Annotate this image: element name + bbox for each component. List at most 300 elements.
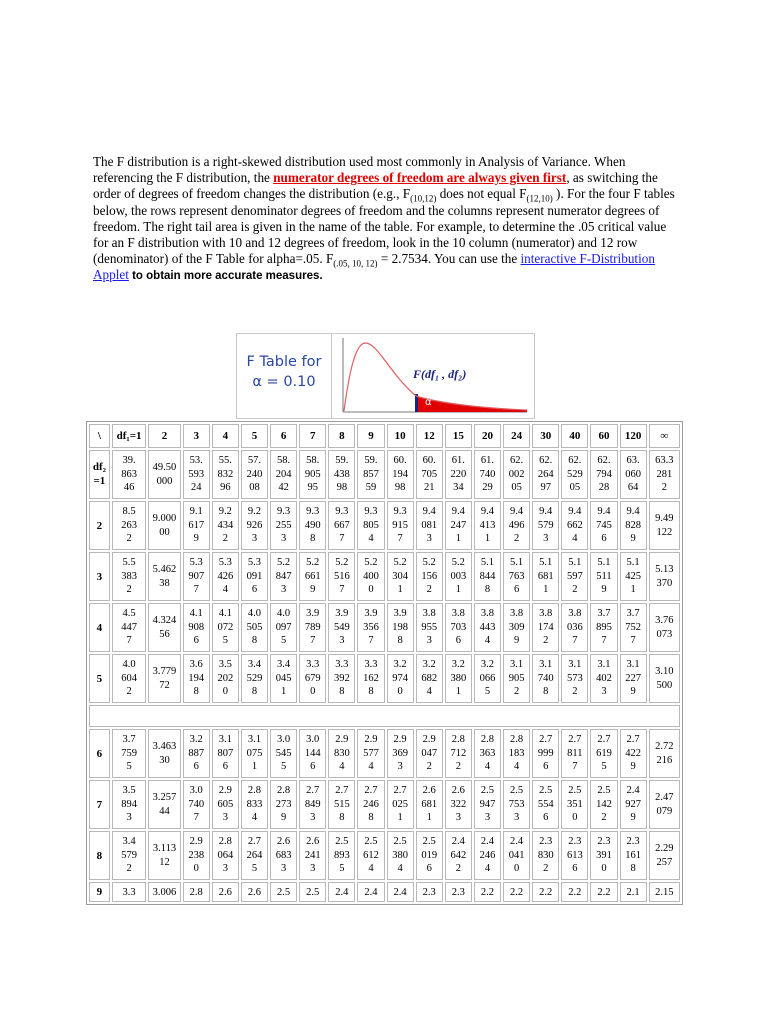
cell-line: 3.5 <box>122 785 136 797</box>
table-cell <box>241 780 268 829</box>
cell-line: 24 <box>190 482 202 494</box>
cell-value <box>242 733 267 774</box>
cell-line: =1 <box>93 474 106 487</box>
cell-line: 8 <box>368 686 374 698</box>
table-cell <box>299 501 326 550</box>
cell-line: 183 <box>508 747 525 759</box>
cell-line: 8 <box>543 686 549 698</box>
cell-line: 2.6 <box>422 785 436 797</box>
table-cell <box>561 654 588 703</box>
cell-value <box>113 784 145 825</box>
cell-value <box>329 607 354 648</box>
cell-line: 447 <box>121 621 137 633</box>
table-cell <box>532 450 559 499</box>
cell-value <box>242 658 267 699</box>
cell-line: 2.9 <box>422 734 436 746</box>
cell-line: 2.29 <box>655 843 674 854</box>
cell-line: 2.6 <box>451 785 465 797</box>
cell-line: 7 <box>572 635 578 647</box>
cell-line: 3.1 <box>510 659 524 671</box>
cell-line: 2 <box>126 533 132 545</box>
table-cell <box>212 552 239 601</box>
cell-line: 529 <box>246 672 263 684</box>
cell-line: 443 <box>479 621 496 633</box>
cell-line: 2.5 <box>422 836 436 848</box>
table-cell <box>299 450 326 499</box>
table-cell <box>590 603 617 652</box>
cell-line: 2.8 <box>277 785 291 797</box>
table-cell <box>299 654 326 703</box>
table-cell <box>503 729 530 778</box>
cell-line: 863 <box>121 468 137 480</box>
cell-line: 3.2 <box>422 659 436 671</box>
table-cell: 2.4 <box>357 882 384 902</box>
cell-line: 079 <box>656 805 673 817</box>
column-header: 20 <box>474 424 501 448</box>
cell-line: 683 <box>275 849 292 861</box>
cell-value <box>650 454 679 495</box>
cell-value <box>417 835 442 876</box>
cell-line: 34 <box>453 482 464 494</box>
cell-line: 438 <box>333 468 350 480</box>
table-cell <box>590 729 617 778</box>
intro-text-6: to obtain more accurate measures. <box>128 270 323 283</box>
cell-line: 322 <box>450 798 467 810</box>
cell-line: 9 <box>513 635 520 647</box>
column-header: 2 <box>148 424 180 448</box>
table-cell <box>328 450 355 499</box>
cell-line: 3.7 <box>626 608 640 620</box>
cell-line: 1 <box>455 686 461 698</box>
cell-line: 807 <box>217 747 234 759</box>
cell-line: 8 <box>193 686 199 698</box>
cell-line: 30 <box>159 754 170 766</box>
cell-value <box>475 658 500 699</box>
table-cell: 2.2 <box>474 882 501 902</box>
cell-line: 63.3 <box>655 455 674 467</box>
table-cell <box>561 831 588 880</box>
cell-line: 895 <box>596 621 612 633</box>
f-distribution-applet-link[interactable]: interactive F-Distribution Applet <box>93 251 655 283</box>
table-cell <box>357 603 384 652</box>
cell-line: 1 <box>397 584 403 596</box>
cell-line: 369 <box>392 747 408 759</box>
cell-value <box>591 505 616 546</box>
table-cell <box>183 501 210 550</box>
cell-line: 62. <box>539 455 553 467</box>
cell-line: 2 <box>126 686 132 698</box>
table-cell <box>387 831 414 880</box>
cell-line: 097 <box>275 621 292 633</box>
cell-line: 9.3 <box>364 506 378 518</box>
cell-line: 974 <box>392 672 408 684</box>
cell-line: 5.3 <box>247 557 261 569</box>
table-row <box>89 831 680 880</box>
cell-value <box>562 784 587 825</box>
table-cell <box>532 552 559 601</box>
column-header: 12 <box>416 424 443 448</box>
table-cell <box>416 450 443 499</box>
table-cell <box>620 729 647 778</box>
f-table-alpha-0.10 <box>86 421 683 905</box>
table-cell <box>620 501 647 550</box>
cell-line: 705 <box>421 468 438 480</box>
cell-value <box>621 607 646 648</box>
cell-line: 2.4 <box>480 836 494 848</box>
cell-line: 7 <box>630 635 636 647</box>
table-cell <box>503 552 530 601</box>
cell-line: 58. <box>277 455 291 467</box>
table-cell <box>561 450 588 499</box>
cell-line: 811 <box>567 747 583 759</box>
column-header: 4 <box>212 424 239 448</box>
cell-value <box>149 842 179 869</box>
cell-line: 545 <box>275 747 292 759</box>
cell-line: 2.3 <box>568 836 582 848</box>
table-cell <box>649 501 680 550</box>
cell-value <box>533 556 558 597</box>
table-cell <box>112 603 146 652</box>
cell-line: 5 <box>601 761 607 773</box>
cell-line: 0 <box>310 686 316 698</box>
cell-line: 604 <box>121 672 137 684</box>
cell-line: 4 <box>368 533 374 545</box>
cell-line: 273 <box>275 798 292 810</box>
cell-line: 96 <box>220 482 231 494</box>
table-cell <box>148 654 180 703</box>
cell-line: 5.2 <box>393 557 407 569</box>
table-cell <box>328 552 355 601</box>
cell-line: 1 <box>455 533 461 545</box>
cell-value <box>271 784 296 825</box>
table-cell <box>241 603 268 652</box>
cell-line: 642 <box>450 849 467 861</box>
cell-line: 064 <box>217 849 234 861</box>
cell-line: 7 <box>572 761 578 773</box>
intro-sub-c: (.05, 10, 12) <box>333 258 378 269</box>
cell-line: 227 <box>625 672 641 684</box>
cell-value <box>562 454 587 495</box>
cell-value <box>504 556 529 597</box>
cell-line: 241 <box>304 849 321 861</box>
cell-value <box>242 556 267 597</box>
cell-value <box>417 505 442 546</box>
cell-value <box>504 733 529 774</box>
cell-line: 4 <box>513 761 520 773</box>
cell-line: 3.8 <box>451 608 465 620</box>
cell-line: 579 <box>537 519 554 531</box>
table-cell <box>270 729 297 778</box>
cell-line: 6 <box>251 584 258 596</box>
cell-value <box>446 505 471 546</box>
cell-line: 9 <box>630 812 636 824</box>
table-cell <box>299 603 326 652</box>
cell-line: 3.9 <box>306 608 320 620</box>
column-header: 7 <box>299 424 326 448</box>
table-cell <box>387 552 414 601</box>
cell-value <box>650 512 679 539</box>
cell-value <box>242 454 267 495</box>
cell-line: 2.4 <box>626 785 640 797</box>
cell-line: 9.4 <box>626 506 640 518</box>
cell-line: 529 <box>566 468 583 480</box>
cell-value <box>271 607 296 648</box>
table-cell <box>387 603 414 652</box>
intro-text-2: , as switching the order of degrees of freedom changes the distribution (e.g., F <box>93 170 658 202</box>
cell-line: 7 <box>193 584 199 596</box>
table-cell <box>649 729 680 778</box>
cell-line: 4 <box>484 635 491 647</box>
cell-value <box>475 733 500 774</box>
cell-value <box>504 658 529 699</box>
table-cell <box>183 780 210 829</box>
cell-line: 5.1 <box>539 557 553 569</box>
cell-line: 2.9 <box>335 734 349 746</box>
cell-line: 3.4 <box>277 659 291 671</box>
cell-line: 789 <box>304 621 321 633</box>
cell-line: 9 <box>601 584 607 596</box>
cell-line: 3.2 <box>393 659 407 671</box>
table-cell <box>112 654 146 703</box>
cell-value <box>475 556 500 597</box>
table-cell: 2.4 <box>387 882 414 902</box>
cell-line: 4.324 <box>152 615 177 626</box>
cell-value <box>213 658 238 699</box>
cell-line: 238 <box>188 849 205 861</box>
table-cell <box>416 780 443 829</box>
cell-line: 2.9 <box>218 785 232 797</box>
table-cell <box>416 552 443 601</box>
cell-line: 2.4 <box>451 836 465 848</box>
table-cell <box>212 780 239 829</box>
table-cell: 2.1 <box>620 882 647 902</box>
table-cell: 2.2 <box>590 882 617 902</box>
cell-line: 075 <box>246 747 263 759</box>
cell-value <box>591 784 616 825</box>
table-cell <box>241 501 268 550</box>
table-cell <box>474 501 501 550</box>
cell-line: 5.13 <box>655 564 674 575</box>
cell-value <box>113 658 145 699</box>
cell-line: 2 <box>513 686 520 698</box>
cell-value <box>388 784 413 825</box>
cell-line: 5 <box>484 686 491 698</box>
cell-line: 3.7 <box>597 608 611 620</box>
intro-text-1: The F distribution is a right-skewed distribution used most commonly in Analysis of Variance. When referencing the F distribution, the <box>93 154 626 186</box>
cell-line: 402 <box>596 672 612 684</box>
cell-line: 9.3 <box>306 506 320 518</box>
cell-line: 3.8 <box>480 608 494 620</box>
cell-value <box>504 835 529 876</box>
cell-line: 3 <box>426 635 432 647</box>
cell-line: 036 <box>566 621 583 633</box>
cell-line: 3 <box>426 533 432 545</box>
table-cell <box>357 552 384 601</box>
cell-value <box>113 835 145 876</box>
cell-line: 6 <box>222 761 228 773</box>
cell-value <box>533 454 558 495</box>
numerator-first-link[interactable]: numerator degrees of freedom are always given first <box>273 170 567 186</box>
cell-line: 62. <box>597 455 611 467</box>
cell-line: 019 <box>421 849 438 861</box>
column-header: df₁=1 <box>112 424 146 448</box>
cell-line: 516 <box>333 570 350 582</box>
cell-line: 3.113 <box>152 843 177 854</box>
table-cell <box>561 603 588 652</box>
cell-line: 4.0 <box>247 608 261 620</box>
cell-line: 661 <box>304 570 321 582</box>
cell-line: 894 <box>121 798 137 810</box>
cell-line: 60. <box>393 455 407 467</box>
table-row <box>89 729 680 778</box>
cell-value <box>271 733 296 774</box>
table-row <box>89 603 680 652</box>
cell-value <box>475 454 500 495</box>
cell-line: 830 <box>333 747 350 759</box>
cell-line: 3.1 <box>539 659 553 671</box>
cell-line: 2 <box>513 533 520 545</box>
cell-line: 0 <box>193 863 199 875</box>
table-cell <box>445 780 472 829</box>
cell-value <box>271 505 296 546</box>
cell-line: 3.76 <box>655 615 674 626</box>
cell-line: 240 <box>246 468 263 480</box>
cell-line: 2.47 <box>655 792 674 803</box>
cell-line: 281 <box>656 468 673 480</box>
table-cell <box>532 501 559 550</box>
cell-line: 4 <box>426 686 432 698</box>
cell-line: 5.462 <box>152 564 177 575</box>
cell-line: 57. <box>247 455 261 467</box>
cell-line: 794 <box>596 468 612 480</box>
cell-line: 264 <box>246 849 263 861</box>
cell-value <box>621 658 646 699</box>
cell-line: 2.7 <box>393 785 407 797</box>
cell-line: 400 <box>363 570 379 582</box>
cell-line: 1 <box>251 761 258 773</box>
column-header: 9 <box>357 424 384 448</box>
cell-value <box>562 556 587 597</box>
cell-line: 29 <box>482 482 493 494</box>
table-cell <box>299 831 326 880</box>
cell-value <box>446 454 471 495</box>
cell-line: 3.2 <box>451 659 465 671</box>
cell-line: 2.6 <box>306 836 320 848</box>
cell-line: 908 <box>188 621 205 633</box>
cell-line: 915 <box>392 519 408 531</box>
cell-line: 4 <box>572 533 578 545</box>
table-cell <box>357 780 384 829</box>
cell-line: 2.5 <box>597 785 611 797</box>
cell-value <box>650 740 679 767</box>
table-cell <box>474 450 501 499</box>
cell-line: 2 <box>455 761 461 773</box>
cell-value <box>591 733 616 774</box>
cell-value <box>300 454 325 495</box>
cell-line: 309 <box>508 621 525 633</box>
table-cell <box>148 501 180 550</box>
spacer-cell <box>89 705 680 727</box>
cell-line: 2.3 <box>626 836 640 848</box>
cell-line: 9.3 <box>393 506 407 518</box>
cell-line: 662 <box>566 519 583 531</box>
cell-line: 391 <box>596 849 612 861</box>
cell-value <box>358 784 383 825</box>
table-cell <box>649 654 680 703</box>
cell-line: 4.1 <box>218 608 232 620</box>
cell-line: 422 <box>625 747 641 759</box>
cell-line: 3.257 <box>152 792 177 803</box>
cell-value <box>562 733 587 774</box>
table-cell <box>590 552 617 601</box>
cell-value <box>271 658 296 699</box>
table-cell <box>241 729 268 778</box>
table-cell <box>620 780 647 829</box>
table-cell <box>357 450 384 499</box>
cell-line: 5.2 <box>335 557 349 569</box>
table-cell <box>649 780 680 829</box>
cell-value <box>271 835 296 876</box>
column-header: 8 <box>328 424 355 448</box>
cell-line: 2 <box>426 584 432 596</box>
cell-line: 4 <box>368 863 374 875</box>
cell-line: 905 <box>304 468 321 480</box>
cell-line: 0 <box>601 863 607 875</box>
cell-value <box>417 607 442 648</box>
table-cell <box>532 603 559 652</box>
table-cell <box>183 552 210 601</box>
cell-line: 955 <box>421 621 438 633</box>
cell-line: 573 <box>566 672 583 684</box>
table-cell <box>649 603 680 652</box>
alpha-label: α <box>425 397 432 408</box>
cell-line: 740 <box>479 468 496 480</box>
cell-value <box>417 454 442 495</box>
table-cell <box>503 654 530 703</box>
cell-line: 5.2 <box>306 557 320 569</box>
cell-line: 6 <box>310 761 316 773</box>
table-cell <box>299 780 326 829</box>
cell-value <box>300 556 325 597</box>
cell-line: 3 <box>280 533 287 545</box>
cell-line: 5.5 <box>122 557 136 569</box>
cell-value <box>184 835 209 876</box>
table-cell <box>270 450 297 499</box>
table-cell <box>270 780 297 829</box>
cell-line: 5 <box>251 863 258 875</box>
cell-value <box>149 563 179 590</box>
cell-value <box>271 556 296 597</box>
column-header: 30 <box>532 424 559 448</box>
cell-line: 64 <box>627 482 639 494</box>
cell-line: 3 <box>397 761 403 773</box>
cell-line: 383 <box>121 570 137 582</box>
cell-value <box>149 512 179 539</box>
cell-line: 216 <box>656 754 673 766</box>
cell-line: 55. <box>218 455 232 467</box>
cell-line: 6 <box>572 863 578 875</box>
cell-value <box>388 454 413 495</box>
cell-value <box>213 454 238 495</box>
table-cell <box>148 552 180 601</box>
cell-line: 05 <box>511 482 522 494</box>
cell-line: 44 <box>159 805 170 817</box>
table-cell <box>532 831 559 880</box>
cell-line: 2.5 <box>568 785 582 797</box>
cell-line: 3 <box>543 533 549 545</box>
table-cell <box>148 450 180 499</box>
table-cell <box>503 501 530 550</box>
